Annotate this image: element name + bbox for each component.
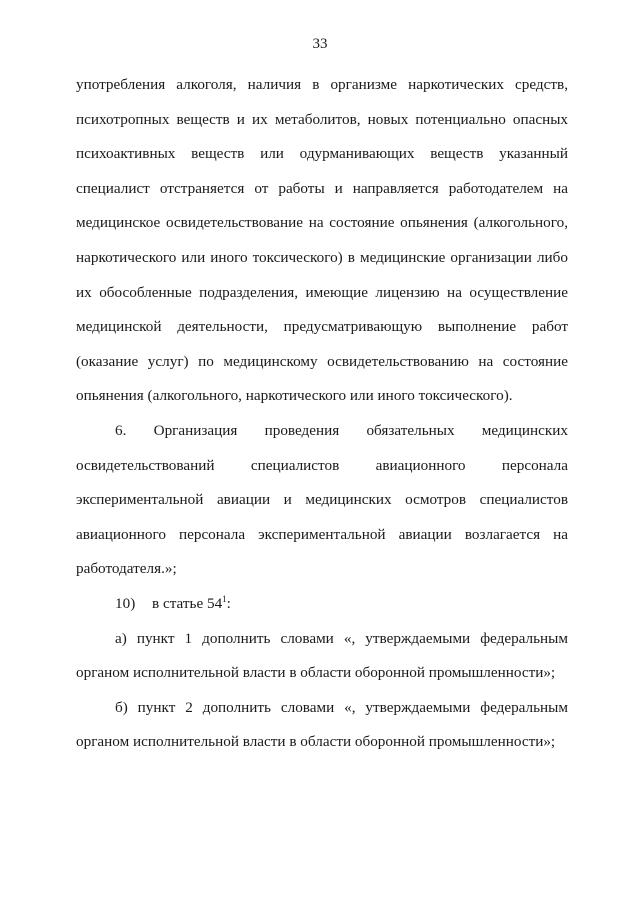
text-line: опьянения (алкогольного, наркотического или иного токсического).	[76, 387, 513, 405]
text-line: б) пункт 2 дополнить словами «, утверждаемыми федеральным	[115, 698, 568, 716]
text-line: экспериментальной авиации и медицинских осмотров специалистов	[76, 491, 568, 509]
text-line: освидетельствований специалистов авиационного персонала	[76, 456, 568, 474]
text-line	[76, 587, 568, 622]
text-fragment: :	[226, 594, 231, 612]
text-line: употребления алкоголя, наличия в организме наркотических средств,	[76, 76, 568, 93]
text-line: психотропных веществ и их метаболитов, новых потенциально опасных	[76, 110, 568, 128]
document-body	[76, 68, 568, 760]
text-line: а) пункт 1 дополнить словами «, утверждаемыми федеральным	[115, 629, 568, 647]
subitem-b	[76, 691, 568, 760]
text-fragment: Организация проведения обязательных медицинских	[153, 421, 568, 439]
text-line: медицинской деятельности, предусматривающую выполнение работ	[76, 318, 568, 336]
item-10	[76, 587, 568, 622]
text-line: органом исполнительной власти в области оборонной промышленности»;	[76, 664, 556, 682]
text-fragment: в статье 54	[152, 594, 223, 612]
superscript: 1	[222, 593, 227, 604]
text-line: (оказание услуг) по медицинскому освидетельствованию на состояние	[76, 352, 568, 370]
paragraph-number: 6.	[115, 421, 127, 439]
paragraph-6	[76, 414, 568, 587]
text-line: специалист отстраняется от работы и направляется работодателем на	[76, 179, 568, 197]
paragraph-continuation	[76, 68, 568, 414]
text-line: их обособленные подразделения, имеющие лицензию на осуществление	[76, 283, 568, 301]
text-line: наркотического или иного токсического) в медицинские организации либо	[76, 248, 568, 266]
text-line	[76, 414, 568, 449]
text-line: авиационного персонала экспериментальной авиации возлагается на	[76, 525, 568, 543]
subitem-a	[76, 622, 568, 691]
page-number: 33	[312, 36, 328, 52]
text-line: органом исполнительной власти в области оборонной промышленности»;	[76, 733, 556, 751]
text-line: медицинское освидетельствование на состояние опьянения (алкогольного,	[76, 214, 568, 232]
item-number: 10)	[115, 594, 136, 612]
text-line: психоактивных веществ или одурманивающих веществ указанный	[76, 145, 568, 163]
text-line: работодателя.»;	[76, 560, 177, 578]
